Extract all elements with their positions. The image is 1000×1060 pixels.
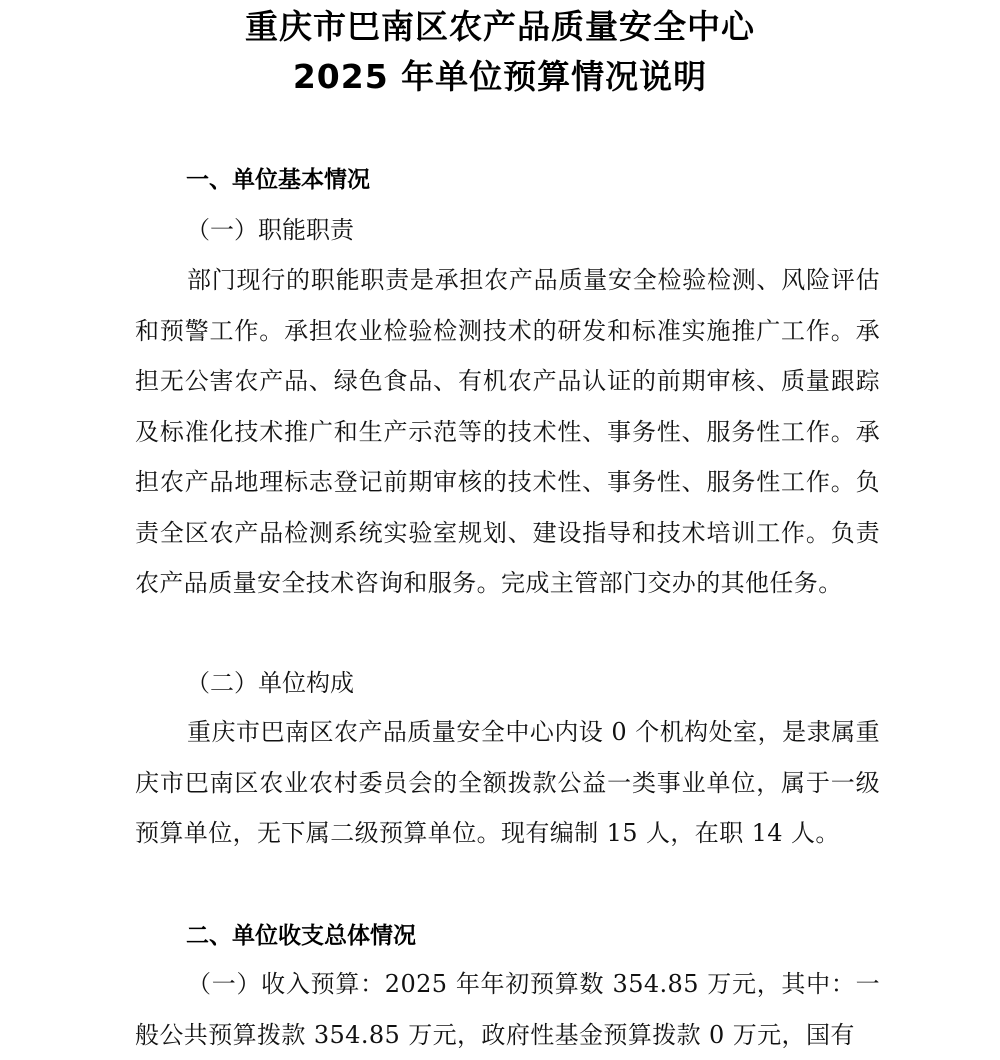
document-title-line-1: 重庆市巴南区农产品质量安全中心	[245, 7, 755, 46]
section-2-heading: 二、单位收支总体情况	[186, 923, 416, 949]
section-1-sub-2-heading: （二）单位构成	[186, 669, 354, 697]
section-2-paragraph: （一）收入预算：2025 年年初预算数 354.85 万元，其中：一般公共预算拨款 354.85 万元，政府性基金预算拨款 0 万元，国有	[135, 970, 880, 1049]
section-1-sub-1-paragraph: 部门现行的职能职责是承担农产品质量安全检验检测、风险评估和预警工作。承担农业检验检测技术的研发和标准实施推广工作。承担无公害农产品、绿色食品、有机农产品认证的前期审核、质量跟踪及标准化技术推广和生产示范等的技术性、事务性、服务性工作。承担农产品地理标志登记前期审核的技术性、事务性、服务性工作。负责全区农产品检测系统实验室规划、建设指导和技术培训工作。负责农产品质量安全技术咨询和服务。完成主管部门交办的其他任务。	[135, 266, 880, 597]
section-1-sub-2-paragraph: 重庆市巴南区农产品质量安全中心内设 0 个机构处室，是隶属重庆市巴南区农业农村委员会的全额拨款公益一类事业单位，属于一级预算单位，无下属二级预算单位。现有编制 15 人，在职 14 人。	[135, 718, 880, 847]
document-title-line-2: 2025 年单位预算情况说明	[292, 57, 708, 96]
section-1-sub-1-heading: （一）职能职责	[186, 216, 354, 244]
section-1-heading: 一、单位基本情况	[186, 167, 370, 193]
